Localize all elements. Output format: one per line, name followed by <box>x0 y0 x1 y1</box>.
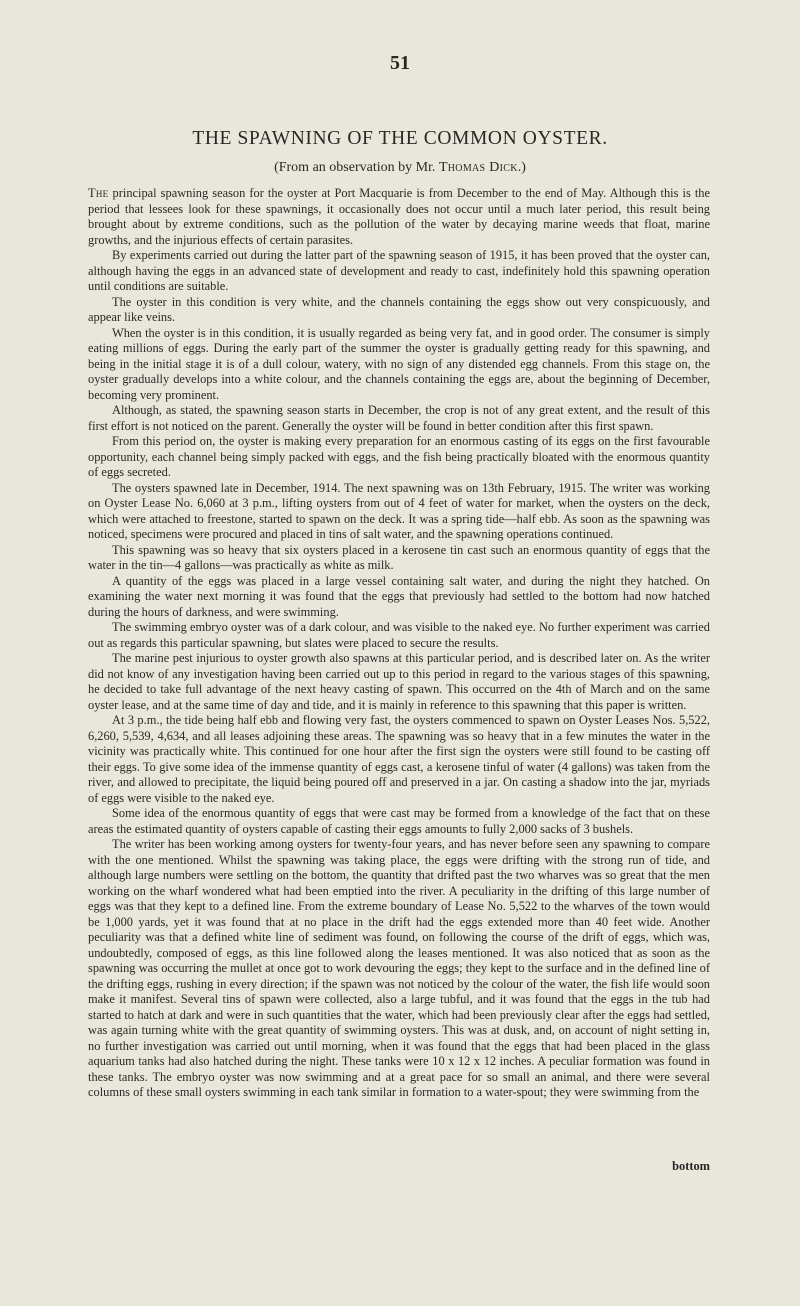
paragraph-5: Although, as stated, the spawning season starts in December, the crop is not of any great extent, and the result of this first effort is not noticed on the parent. Generally the oyster will be found in better condition after this first spawn. <box>88 403 710 433</box>
paragraph-1-text: principal spawning season for the oyster at Port Macquarie is from December to the end of May. Although this is the period that lessees look for these spawnings, it occasionally does not occur until a much later period, this result being brought about by extreme conditions, such as the pollution of the water by decaying marine weeds that float, marine growths, and the injurious effects of certain parasites. <box>88 186 710 247</box>
paragraph-11: The marine pest injurious to oyster growth also spawns at this particular period, and is described later on. As the writer did not know of any investigation having been carried out up to this period in regard to the various stages of this spawning, he decided to take full advantage of the next heavy casting of spawn. This occurred on the 4th of March and on the same oyster lease, and at the same time of day and tide, and it is mainly in reference to this spawning that this paper is written. <box>88 651 710 712</box>
paragraph-9: A quantity of the eggs was placed in a large vessel containing salt water, and during the night they hatched. On examining the water next morning it was found that the eggs that previously had settled to the bottom had now hatched during the hours of darkness, and were swimming. <box>88 573 710 619</box>
paragraph-10: The swimming embryo oyster was of a dark colour, and was visible to the naked eye. No further experiment was carried out as regards this particular spawning, but slates were placed to secure the results. <box>88 620 710 650</box>
paragraph-14: The writer has been working among oysters for twenty-four years, and has never before seen any spawning to compare with the one mentioned. Whilst the spawning was taking place, the eggs were drifting with the strong run of tide, and although large numbers were settling on the bottom, the quantity that drifted past the two wharves was so great that the men working on the wharf wondered what had been emptied into the river. A peculiarity in the drifting of this large number of eggs was that they kept to a defined line. From the extreme boundary of Lease No. 5,522 to the wharves of the town would be 1,000 yards, yet it was found that at no place in the drift had the eggs extended more than 40 feet wide. Another peculiarity was that a defined white line of sediment was found, on following the course of the drift of eggs, which was, undoubtedly, composed of eggs, as this line followed along the leases mentioned. It was also noticed that as soon as the spawning was occurring the mullet at once got to work devouring the eggs; they kept to the surface and in the defined line of the drifting eggs, rushing in every direction; if the spawn was not noticed by the colour of the water, the fish life would soon make it manifest. Several tins of spawn were collected, also a large tubful, and it was found that the eggs in the tub had started to hatch at dark and were in such quantities that the water, which had been previously clear after the eggs had settled, was again turning white with the great quantity of swimming oysters. This was at dusk, and, on account of night setting in, no further investigation was carried out until morning, when it was found that the eggs that had been placed in the glass aquarium tanks had also hatched during the night. These tanks were 10 x 12 x 12 inches. A peculiar formation was found in these tanks. The embryo oyster was now swimming and at a great pace for so small an animal, and there were several columns of these small oysters swimming in each tank similar in formation to a water-spout; they were swimming from the <box>88 837 710 1099</box>
byline-prefix: (From an observation by Mr. <box>274 160 439 175</box>
paragraph-12: At 3 p.m., the tide being half ebb and flowing very fast, the oysters commenced to spawn on Oyster Leases Nos. 5,522, 6,260, 5,539, 4,634, and all leases adjoining these areas. The spawning was so heavy that in a few minutes the water in the vicinity was practically white. This continued for one hour after the first sign the oysters were still found to be casting off their eggs. To give some idea of the immense quantity of eggs cast, a kerosene tinful of water (4 gallons) was taken from the river, and allowed to precipitate, the liquid being poured off and preserved in a jar. On casting a shadow into the jar, myriads of eggs were visible to the naked eye. <box>88 713 710 805</box>
article-byline <box>0 160 800 176</box>
article-body <box>88 186 710 1101</box>
paragraph-8: This spawning was so heavy that six oysters placed in a kerosene tin cast such an enormous quantity of eggs that the water in the tin—4 gallons—was practically as white as milk. <box>88 542 710 572</box>
paragraph-4: When the oyster is in this condition, it is usually regarded as being very fat, and in good order. The consumer is simply eating millions of eggs. During the early part of the summer the oyster is gradually getting ready for this spawning, and being in the initial stage it is of a dull colour, watery, with no sign of any distended egg channels. From this stage on, the oyster gradually develops into a white colour, and the channels containing the eggs are, about the beginning of December, becoming very prominent. <box>88 325 710 402</box>
author-name: Thomas Dick <box>438 160 518 175</box>
paragraph-6: From this period on, the oyster is making every preparation for an enormous casting of its eggs on the first favourable opportunity, each channel being simply packed with eggs, and the fish being practically bloated with the enormous quantity of eggs secreted. <box>88 434 710 479</box>
paragraph-7: The oysters spawned late in December, 1914. The next spawning was on 13th February, 1915. The writer was working on Oyster Lease No. 6,060 at 3 p.m., lifting oysters from out of 4 feet of water for market, when the oysters on the deck, which were attached to freestone, started to spawn on the deck. It was a spring tide—half ebb. As soon as the spawning was noticed, specimens were procured and placed in tins of salt water, and the spawning operations continued. <box>88 480 710 541</box>
page-number: 51 <box>390 52 410 74</box>
catchword: bottom <box>672 1159 710 1173</box>
paragraph-3: The oyster in this condition is very white, and the channels containing the eggs show out very conspicuously, and appear like veins. <box>88 294 710 324</box>
article-title: THE SPAWNING OF THE COMMON OYSTER. <box>192 128 608 149</box>
paragraph-13: Some idea of the enormous quantity of eggs that were cast may be formed from a knowledge of the fact that on these areas the estimated quantity of oysters capable of casting their eggs amounts to fully 2,000 sacks of 3 bushels. <box>88 806 710 836</box>
paragraph-2: By experiments carried out during the latter part of the spawning season of 1915, it has been proved that the oyster can, although having the eggs in an advanced state of development and ready to cast, indefinitely hold this spawning operation until conditions are suitable. <box>88 248 710 293</box>
drop-word: The <box>88 186 109 200</box>
paragraph-1 <box>88 186 710 248</box>
byline-suffix: .) <box>517 160 526 175</box>
